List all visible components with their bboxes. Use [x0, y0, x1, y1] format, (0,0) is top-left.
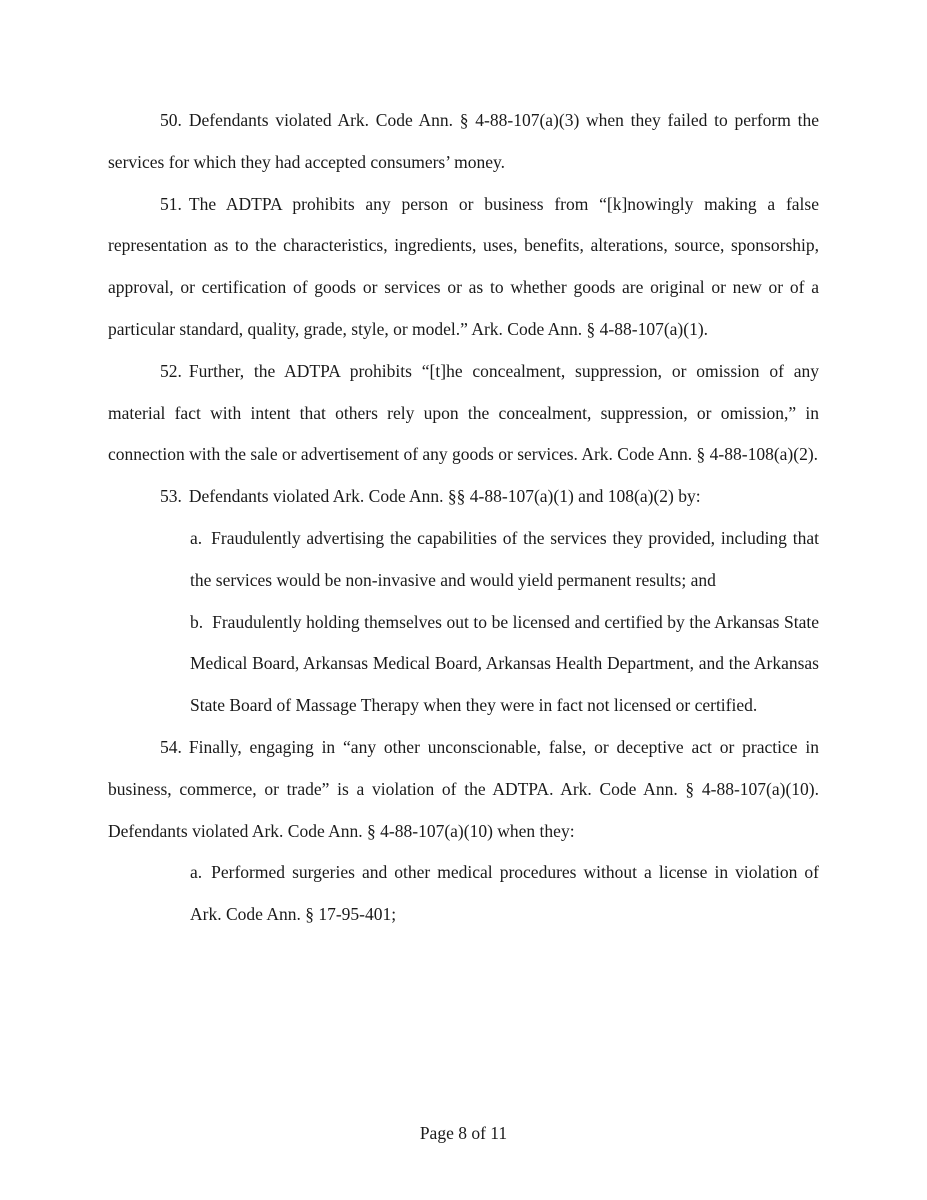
- paragraph-number: 51.: [160, 193, 182, 214]
- paragraph-50: [108, 100, 819, 184]
- paragraph-text: Further, the ADTPA prohibits “[t]he concealment, suppression, or omission of any material fact with intent that others rely upon the concealment, suppression, or omission,” in connection with the sale or advertisement of any goods or services. Ark. Code Ann. § 4-88-108(a)(2).: [108, 360, 819, 465]
- document-body: [108, 100, 819, 936]
- list-item-text: Fraudulently holding themselves out to be licensed and certified by the Arkansas State Medical Board, Arkansas Medical Board, Arkansas Health Department, and the Arkansas State Board of Massage Therapy when they were in fact not licensed or certified.: [190, 611, 819, 716]
- paragraph-text: The ADTPA prohibits any person or business from “[k]nowingly making a false representation as to the characteristics, ingredients, uses, benefits, alterations, source, sponsorship, approval, or certification of goods or services or as to whether goods are original or new or of a particular standard, quality, grade, style, or model.” Ark. Code Ann. § 4-88-107(a)(1).: [108, 193, 819, 339]
- list-item-text: Performed surgeries and other medical procedures without a license in violation of Ark. Code Ann. § 17-95-401;: [190, 862, 819, 925]
- list-item-marker: a.: [190, 527, 203, 548]
- paragraph-52: [108, 351, 819, 476]
- list-item-53b: [190, 602, 819, 727]
- list-item-text: Fraudulently advertising the capabilities of the services they provided, including that the services would be non-invasive and would yield permanent results; and: [190, 527, 819, 590]
- paragraph-53: [108, 476, 819, 518]
- paragraph-text: Finally, engaging in “any other unconscionable, false, or deceptive act or practice in business, commerce, or trade” is a violation of the ADTPA. Ark. Code Ann. § 4-88-107(a)(10). Defendants violated Ark. Code Ann. § 4-88-107(a)(10) when they:: [108, 736, 819, 841]
- paragraph-number: 52.: [160, 360, 182, 381]
- paragraph-number: 53.: [160, 486, 182, 507]
- paragraph-text: Defendants violated Ark. Code Ann. § 4-88-107(a)(3) when they failed to perform the services for which they had accepted consumers’ money.: [108, 110, 819, 172]
- paragraph-number: 50.: [160, 110, 182, 130]
- list-item-53a: [190, 518, 819, 602]
- paragraph-text: Defendants violated Ark. Code Ann. §§ 4-88-107(a)(1) and 108(a)(2) by:: [188, 486, 701, 507]
- list-item-marker: a.: [190, 862, 203, 883]
- list-item-marker: b.: [190, 611, 204, 632]
- paragraph-51: [108, 184, 819, 351]
- paragraph-number: 54.: [160, 736, 182, 757]
- list-item-54a: [190, 852, 819, 936]
- page-number-footer: Page 8 of 11: [419, 1123, 508, 1143]
- paragraph-54: [108, 727, 819, 852]
